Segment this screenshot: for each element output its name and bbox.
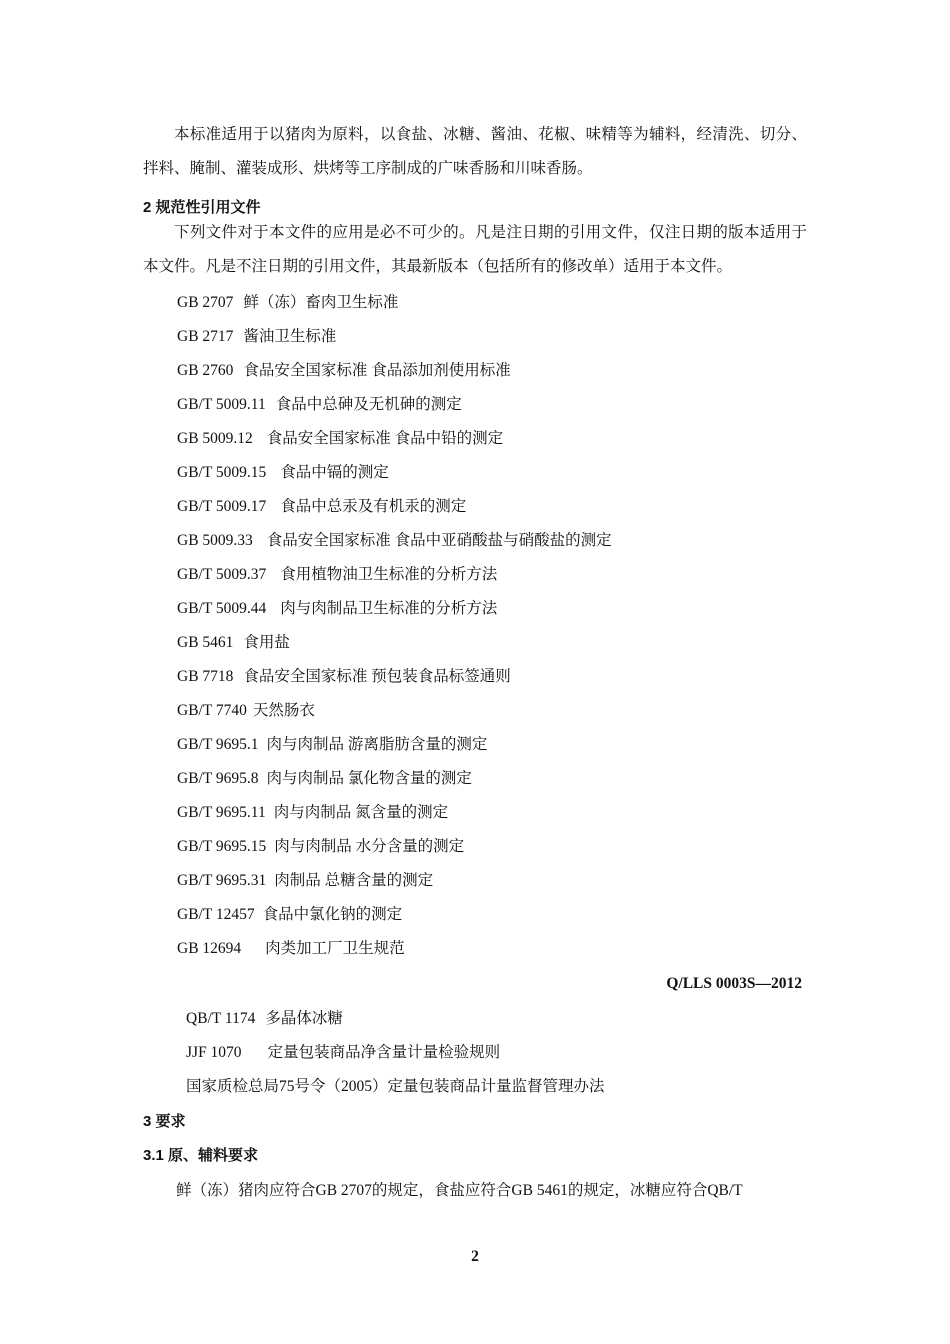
- reference-item: GB/T 5009.15 食品中镉的测定: [177, 464, 389, 481]
- reference-item: QB/T 1174 多晶体冰糖: [186, 1010, 343, 1027]
- page-number: 2: [471, 1248, 479, 1265]
- reference-item: GB 7718 食品安全国家标准 预包装食品标签通则: [177, 668, 511, 685]
- reference-item: GB/T 5009.44 肉与肉制品卫生标准的分析方法: [177, 600, 498, 617]
- reference-item: GB/T 9695.11 肉与肉制品 氮含量的测定: [177, 804, 449, 821]
- section-3-heading: 3 要求: [143, 1113, 186, 1130]
- reference-item: GB 5009.33 食品安全国家标准 食品中亚硝酸盐与硝酸盐的测定: [177, 532, 612, 549]
- reference-item: GB 2760 食品安全国家标准 食品添加剂使用标准: [177, 362, 511, 379]
- reference-item: GB/T 9695.8 肉与肉制品 氯化物含量的测定: [177, 770, 472, 787]
- reference-item: 国家质检总局75号令（2005）定量包装商品计量监督管理办法: [186, 1078, 605, 1095]
- reference-item: GB 2717 酱油卫生标准: [177, 328, 337, 345]
- reference-item: JJF 1070 定量包装商品净含量计量检验规则: [186, 1044, 501, 1061]
- reference-item: GB/T 7740 天然肠衣: [177, 702, 315, 719]
- reference-item: GB/T 12457 食品中氯化钠的测定: [177, 906, 403, 923]
- reference-item: GB/T 5009.37 食用植物油卫生标准的分析方法: [177, 566, 498, 583]
- reference-item: GB/T 5009.11 食品中总砷及无机砷的测定: [177, 396, 462, 413]
- scope-paragraph: 本标准适用于以猪肉为原料，以食盐、冰糖、酱油、花椒、味精等为辅料，经清洗、切分、拌料、腌制、灌装成形、烘烤等工序制成的广味香肠和川味香肠。: [143, 126, 807, 177]
- section-3-1-heading: 3.1 原、辅料要求: [143, 1147, 259, 1164]
- reference-item: GB 12694 肉类加工厂卫生规范: [177, 940, 405, 957]
- reference-item: GB/T 9695.15 肉与肉制品 水分含量的测定: [177, 838, 465, 855]
- reference-item: GB 5461 食用盐: [177, 634, 290, 651]
- reference-item: GB 5009.12 食品安全国家标准 食品中铅的测定: [177, 430, 504, 447]
- section-3-1-text: 鲜（冻）猪肉应符合GB 2707的规定，食盐应符合GB 5461的规定，冰糖应符合QB/T: [176, 1182, 743, 1199]
- reference-item: GB/T 9695.31 肉制品 总糖含量的测定: [177, 872, 434, 889]
- reference-item: GB/T 9695.1 肉与肉制品 游离脂肪含量的测定: [177, 736, 488, 753]
- document-code: Q/LLS 0003S—2012: [666, 975, 802, 992]
- reference-item: GB/T 5009.17 食品中总汞及有机汞的测定: [177, 498, 467, 515]
- reference-item: GB 2707 鲜（冻）畜肉卫生标准: [177, 294, 399, 311]
- section-2-intro: 下列文件对于本文件的应用是必不可少的。凡是注日期的引用文件，仅注日期的版本适用于本文件。凡是不注日期的引用文件，其最新版本（包括所有的修改单）适用于本文件。: [143, 224, 807, 275]
- section-2-heading: 2 规范性引用文件: [143, 199, 261, 216]
